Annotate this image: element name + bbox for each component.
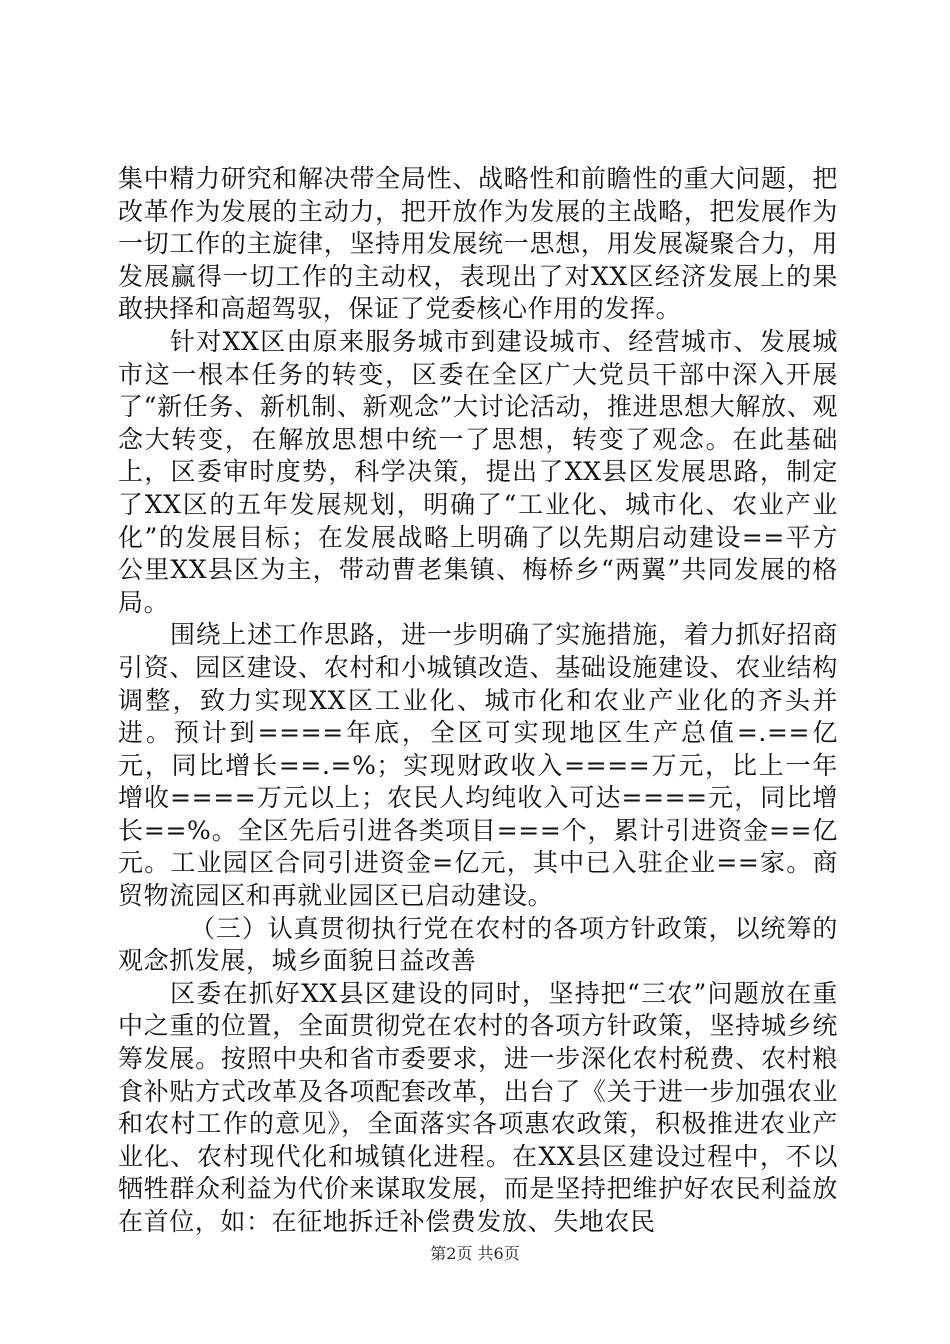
paragraph-development-thinking: 针对XX区由原来服务城市到建设城市、经营城市、发展城市这一根本任务的转变，区委在全区广大党员干部中深入开展了“新任务、新机制、新观念”大讨论活动，推进思想大解放、观念大转变，在解放思想中统一了思想，转变了观念。在此基础上，区委审时度势，科学决策，提出了XX县区发展思路，制定了XX区的五年发展规划，明确了“工业化、城市化、农业产业化”的发展目标；在发展战略上明确了以先期启动建设==平方公里XX县区为主，带动曹老集镇、梅桥乡“两翼”共同发展的格局。 (118, 326, 838, 617)
paragraph-rural-policy: 区委在抓好XX县区建设的同时，坚持把“三农”问题放在重中之重的位置，全面贯彻党在农村的各项方针政策，坚持城乡统筹发展。按照中央和省市委要求，进一步深化农村税费、农村粮食补贴方式改革及各项配套改革，出台了《关于进一步加强农业和农村工作的意见》，全面落实各项惠农政策，积极推进农业产业化、农村现代化和城镇化进程。在XX县区建设过程中，不以牺牲群众利益为代价来谋取发展，而是坚持把维护好农民利益放在首位，如：在征地拆迁补偿费发放、失地农民 (118, 978, 838, 1236)
document-body (118, 163, 838, 1239)
section-heading-three: （三）认真贯彻执行党在农村的各项方针政策，以统筹的观念抓发展，城乡面貌日益改善 (118, 913, 838, 976)
page-number-footer: 第2页 共6页 (430, 1244, 520, 1263)
paragraph-continuation: 集中精力研究和解决带全局性、战略性和前瞻性的重大问题，把改革作为发展的主动力，把开放作为发展的主战略，把发展作为一切工作的主旋律，坚持用发展统一思想，用发展凝聚合力，用发展赢得一切工作的主动权，表现出了对XX区经济发展上的果敢抉择和高超驾驭，保证了党委核心作用的发挥。 (118, 164, 838, 324)
paragraph-implementation-measures: 围绕上述工作思路，进一步明确了实施措施，着力抓好招商引资、园区建设、农村和小城镇改造、基础设施建设、农业结构调整，致力实现XX区工业化、城市化和农业产业化的齐头并进。预计到====年底，全区可实现地区生产总值=.==亿元，同比增长==.=%；实现财政收入====万元，比上一年增收====万元以上；农民人均纯收入可达====元，同比增长==%。全区先后引进各类项目===个，累计引进资金==亿元。工业园区合同引进资金=亿元，其中已入驻企业==家。商贸物流园区和再就业园区已启动建设。 (118, 620, 838, 911)
